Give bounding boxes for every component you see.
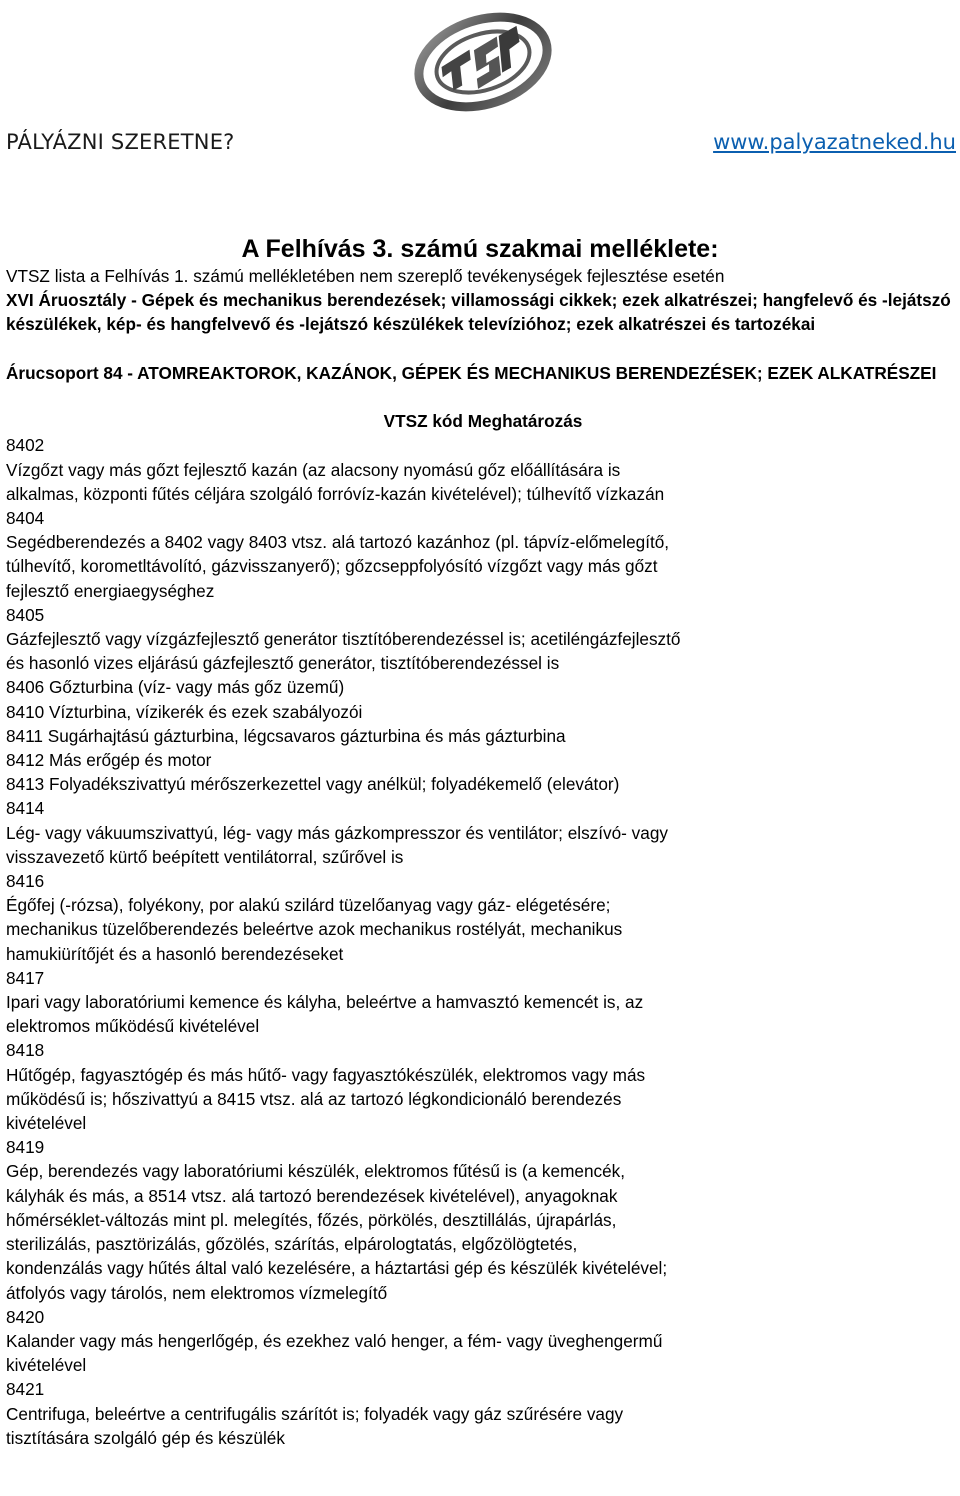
list-item: Lég- vagy vákuumszivattyú, lég- vagy más gázkompresszor és ventilátor; elszívó- vagy	[6, 822, 668, 843]
vtsz-code: 8414	[6, 798, 45, 819]
list-item: fejlesztő energiaegységhez	[6, 580, 215, 601]
list-item: sterilizálás, pasztörizálás, gőzölés, szárítás, elpárologtatás, elgőzölögtetés,	[6, 1234, 578, 1255]
vtsz-code: 8418	[6, 1040, 45, 1061]
list-item: túlhevítő, korometltávolító, gázvisszanyerő); gőzcseppfolyósító vízgőzt vagy más gőzt	[6, 556, 658, 577]
list-item: Centrifuga, beleértve a centrifugális szárítót is; folyadék vagy gáz szűrésére vagy	[6, 1403, 624, 1424]
list-item: Segédberendezés a 8402 vagy 8403 vtsz. alá tartozó kazánhoz (pl. tápvíz-előmelegítő,	[6, 532, 670, 553]
list-item: kivételével	[6, 1113, 87, 1134]
logo-emblem-icon	[412, 6, 554, 118]
list-item: hamukiürítőjét és a hasonló berendezéseket	[6, 943, 344, 964]
list-item: Vízgőzt vagy más gőzt fejlesztő kazán (az alacsony nyomású gőz előállítására is	[6, 459, 621, 480]
list-item: visszavezető kürtő beépített ventilátorral, szűrővel is	[6, 846, 404, 867]
list-item: tisztítására szolgáló gép és készülék	[6, 1427, 285, 1448]
list-item: átfolyós vagy tárolós, nem elektromos vízmelegítő	[6, 1282, 388, 1303]
list-item: 8410 Vízturbina, vízikerék és ezek szabályozói	[6, 701, 363, 722]
document-body	[6, 264, 954, 1450]
list-item: Gép, berendezés vagy laboratóriumi készülék, elektromos fűtésű is (a kemencék,	[6, 1161, 626, 1182]
spacer	[6, 385, 954, 409]
list-item: Égőfej (-rózsa), folyékony, por alakú szilárd tüzelőanyag vagy gáz- elégetésére;	[6, 895, 611, 916]
vtsz-code: 8417	[6, 967, 45, 988]
list-item: 8411 Sugárhajtású gázturbina, légcsavaros gázturbina és más gázturbina	[6, 725, 566, 746]
list-item: 8406 Gőzturbina (víz- vagy más gőz üzemű)	[6, 677, 345, 698]
list-item: Hűtőgép, fagyasztógép és más hűtő- vagy fagyasztókészülék, elektromos vagy más	[6, 1064, 646, 1085]
list-item: működésű is; hőszivattyú a 8415 vtsz. alá az tartozó légkondicionáló berendezés	[6, 1088, 622, 1109]
vtsz-code: 8402	[6, 435, 45, 456]
vtsz-code: 8416	[6, 871, 45, 892]
vtsz-code: 8421	[6, 1379, 45, 1400]
vtsz-code: 8419	[6, 1137, 45, 1158]
list-item: Gázfejlesztő vagy vízgázfejlesztő generátor tisztítóberendezéssel is; acetiléngázfejlesztő	[6, 629, 681, 650]
list-item: kályhák és más, a 8514 vtsz. alá tartozó berendezések kivételével), anyagoknak	[6, 1185, 618, 1206]
list-item: hőmérséklet-változás mint pl. melegítés, főzés, pörkölés, desztillálás, újrapárlás,	[6, 1209, 617, 1230]
header-tagline: PÁLYÁZNI SZERETNE?	[6, 130, 235, 154]
intro-text: VTSZ lista a Felhívás 1. számú mellékletében nem szereplő tevékenységek fejlesztése esetén	[6, 266, 725, 286]
group-heading: Árucsoport 84 - ATOMREAKTOROK, KAZÁNOK, GÉPEK ÉS MECHANIKUS BERENDEZÉSEK; EZEK ALKATRÉSZEI	[6, 362, 937, 383]
page-header	[6, 130, 956, 164]
vtsz-code: 8420	[6, 1306, 45, 1327]
section-heading: XVI Áruosztály - Gépek és mechanikus berendezések; villamossági cikkek; ezek alkatrészei; hangfelevő és -lejátszó készülékek, kép- és hangfelvevő és -lejátszó készülékek televízióhoz; ezek alkatrészei és tartozékai	[6, 290, 951, 335]
list-item: 8413 Folyadékszivattyú mérőszerkezettel vagy anélkül; folyadékemelő (elevátor)	[6, 774, 620, 795]
list-item: alkalmas, központi fűtés céljára szolgáló forróvíz-kazán kivételével); túlhevítő vízkazán	[6, 483, 665, 504]
list-item: kondenzálás vagy hűtés által való kezelésére, a háztartási gép és készülék kivételével;	[6, 1258, 668, 1279]
table-header: VTSZ kód Meghatározás	[383, 411, 583, 432]
list-item: és hasonló vizes eljárású gázfejlesztő generátor, tisztítóberendezéssel is	[6, 653, 560, 674]
website-link[interactable]: www.palyazatneked.hu	[713, 130, 956, 154]
list-item: mechanikus tüzelőberendezés beleértve azok mechanikus rostélyát, mechanikus	[6, 919, 623, 940]
list-item: kivételével	[6, 1355, 87, 1376]
document-title: A Felhívás 3. számú szakmai melléklete:	[241, 235, 719, 263]
vtsz-code: 8405	[6, 604, 45, 625]
list-item: Ipari vagy laboratóriumi kemence és kályha, beleértve a hamvasztó kemencét is, az	[6, 992, 644, 1013]
list-item: 8412 Más erőgép és motor	[6, 750, 212, 771]
vtsz-list	[6, 433, 954, 1450]
spacer	[6, 337, 954, 361]
list-item: Kalander vagy más hengerlőgép, és ezekhez való henger, a fém- vagy üveghengermű	[6, 1330, 663, 1351]
vtsz-code: 8404	[6, 508, 45, 528]
list-item: elektromos működésű kivételével	[6, 1016, 260, 1037]
